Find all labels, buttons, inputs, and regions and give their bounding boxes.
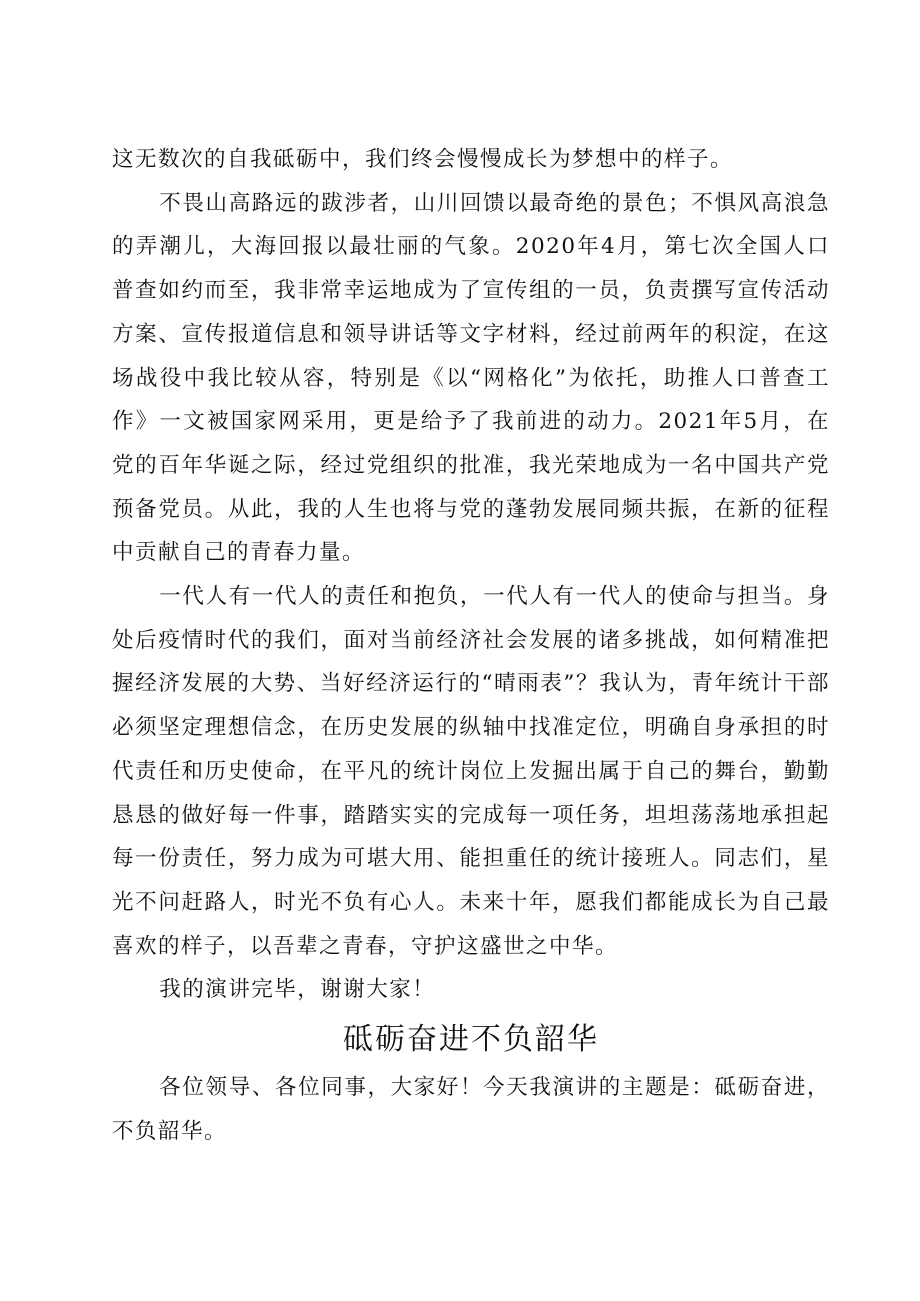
paragraph-closing: 我的演讲完毕，谢谢大家！ — [159, 977, 436, 1003]
paragraph-greeting: 各位领导、各位同事，大家好！今天我演讲的主题是：砥砺奋进，不负韶华。 — [112, 1075, 830, 1144]
paragraph-census: 不畏山高路远的跋涉者，山川回馈以最奇绝的景色；不惧风高浪急的弄潮儿，大海回报以最壮丽的气象。2020年4月，第七次全国人口普查如约而至，我非常幸运地成为了宣传组的一员，负责撰写宣传活动方案、宣传报道信息和领导讲话等文字材料，经过前两年的积淀，在这场战役中我比较从容，特别是《以“网格化”为依托，助推人口普查工作》一文被国家网采用，更是给予了我前进的动力。2021年5月，在党的百年华诞之际，经过党组织的批准，我光荣地成为一名中国共产党预备党员。从此，我的人生也将与党的蓬勃发展同频共振，在新的征程中贡献自己的青春力量。 — [112, 190, 830, 566]
paragraph-responsibility: 一代人有一代人的责任和抱负，一代人有一代人的使命与担当。身处后疫情时代的我们，面对当前经济社会发展的诸多挑战，如何精准把握经济发展的大势、当好经济运行的“晴雨表”？我认为，青年统计干部必须坚定理想信念，在历史发展的纵轴中找准定位，明确自身承担的时代责任和历史使命，在平凡的统计岗位上发掘出属于自己的舞台，勤勤恳恳的做好每一件事，踏踏实实的完成每一项任务，坦坦荡荡地承担起每一份责任，努力成为可堪大用、能担重任的统计接班人。同志们，星光不问赶路人，时光不负有心人。未来十年，愿我们都能成长为自己最喜欢的样子，以吾辈之青春，守护这盛世之中华。 — [112, 584, 830, 959]
speech-title: 砥砺奋进不负韶华 — [343, 1022, 599, 1058]
document-page — [112, 138, 830, 1153]
paragraph-continuation: 这无数次的自我砥砺中，我们终会慢慢成长为梦想中的样子。 — [112, 147, 734, 172]
